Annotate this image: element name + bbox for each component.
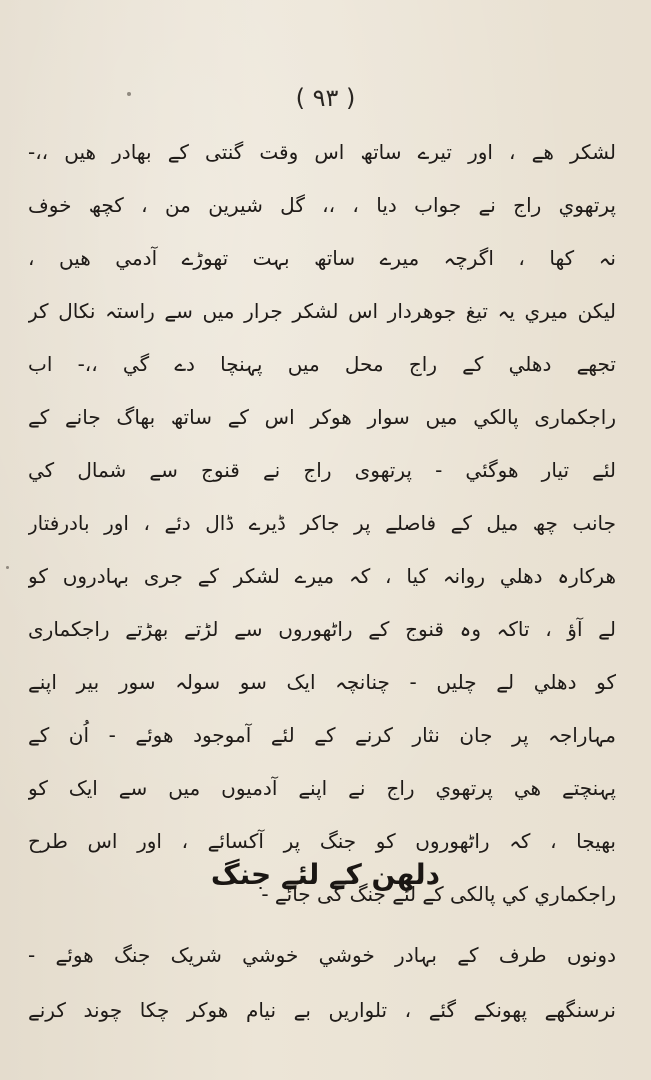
- text-line: پہنچتے ھي پرتھوي راج نے اپنے آدمیوں میں سے ایک کو: [28, 776, 616, 800]
- page-number: ( ۹۳ ): [295, 84, 356, 112]
- text-line: دونوں طرف کے بہادر خوشي خوشي شریک جنگ ھوئے -: [28, 943, 616, 967]
- text-line: لئے تیار ھوگئي - پرتھوی راج نے قنوج سے شمال کي: [28, 458, 616, 482]
- text-line: راجکماري کي پالکی کے لئے جنگ کی جائے -: [261, 882, 616, 906]
- text-line: جانب چھ میل کے فاصلے پر جاکر ڈیرے ڈال دئے ، اور بادرفتار: [28, 511, 616, 535]
- text-line: مہاراجہ پر جان نثار کرنے کے لئے آموجود ھوئے - اُن کے: [28, 723, 616, 747]
- text-line: کو دھلي لے چلیں - چنانچہ ایک سو سولہ سور بیر اپنے: [28, 670, 616, 694]
- paragraph-second: [28, 928, 616, 1038]
- text-line: لشکر ھے ، اور تیرے ساتھ اس وقت گنتی کے بھادر ھیں ،،-: [28, 140, 616, 164]
- paper-speck: [127, 92, 131, 96]
- text-line: لے آؤ ، تاکہ وہ قنوج کے راٹھوروں سے لڑتے بھڑتے راجکماری: [28, 617, 616, 641]
- text-line: تجھے دھلي کے راج محل میں پہنچا دے گي ،،- اب: [28, 352, 616, 376]
- text-line: نرسنگھے پھونکے گئے ، تلواریں بے نیام ھوکر چکا چوند کرنے: [28, 998, 616, 1022]
- text-line: ھرکارہ دھلي روانہ کیا ، کہ میرے لشکر کے جری بہادروں کو: [28, 564, 616, 588]
- text-line: پرتھوي راج نے جواب دیا ، ،، گل شیرین من ، کچھ خوف: [28, 193, 616, 217]
- text-line: بھیجا ، کہ راٹھوروں کو جنگ پر آکسائے ، اور اس طرح: [28, 829, 616, 853]
- paper-speck: [6, 566, 9, 569]
- paragraph-main: [28, 126, 616, 921]
- section-heading: دلھن کے لئے جنگ: [210, 858, 441, 891]
- text-line: راجکماری پالکي میں سوار ھوکر اس کے ساتھ بھاگ جانے کے: [28, 405, 616, 429]
- text-line: لیکن میري یہ تیغ جوھردار اس لشکر جرار میں سے راستہ نکال کر: [28, 299, 616, 323]
- text-line: نہ کھا ، اگرچہ میرے ساتھ بہت تھوڑے آدمي ھیں ،: [28, 246, 616, 270]
